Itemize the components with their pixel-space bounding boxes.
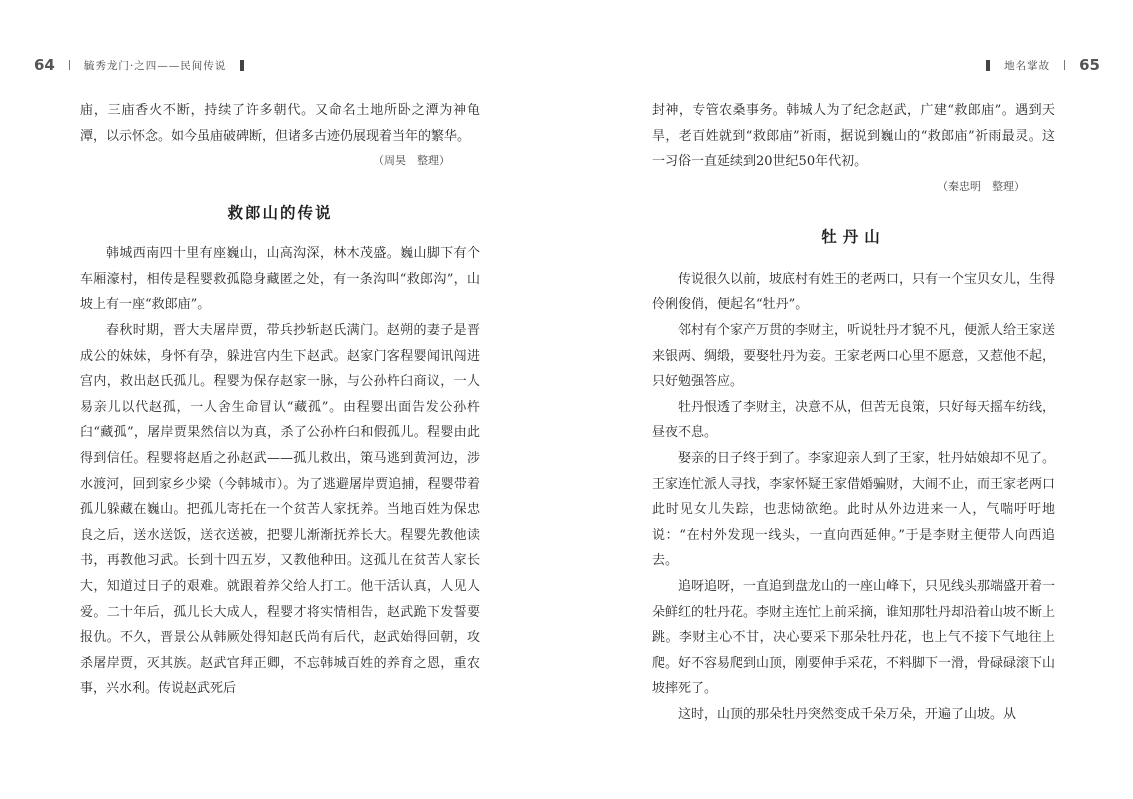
left-running-title: 毓秀龙门·之四——民间传说 — [83, 59, 227, 72]
left-paragraph: 韩城西南四十里有座巍山，山高沟深，林木茂盛。巍山脚下有个车厢濠村，相传是程婴救孤隐身藏匿之处，有一条沟叫“救郎沟”，山坡上有一座“救郎庙”。 — [80, 246, 480, 313]
right-paragraph: 传说很久以前，坡底村有姓王的老两口，只有一个宝贝女儿，生得伶俐俊俏，便起名“牡丹”。 — [652, 271, 1056, 313]
left-article-title: 救郎山的传说 — [227, 203, 333, 223]
right-paragraph: 这时，山顶的那朵牡丹突然变成千朵万朵，开遍了山坡。从 — [678, 706, 1017, 722]
right-intro-paragraph: 封神，专管农桑事务。韩城人为了纪念赵武，广建“救郎庙”。遇到天旱，老百姓就到“救郎庙”祈雨，据说到巍山的“救郎庙”祈雨最灵。这一习俗一直延续到20世纪50年代初。 — [652, 103, 1055, 170]
right-paragraph: 邻村有个家产万贯的李财主，听说牡丹才貌不凡，便派人给王家送来银两、绸缎，要娶牡丹为妾。王家老两口心里不愿意，又惹他不起，只好勉强答应。 — [652, 322, 1056, 390]
left-intro-credit: （周昊 整理） — [373, 154, 450, 168]
header-divider — [1064, 60, 1065, 70]
right-paragraph: 牡丹恨透了李财主，决意不从，但苦无良策，只好每天摇车纺线，昼夜不息。 — [652, 399, 1056, 441]
left-page — [0, 0, 566, 799]
right-intro-credit: （秦忠明 整理） — [937, 179, 1025, 193]
header-marker-block — [986, 60, 990, 71]
right-page-number: 65 — [1079, 56, 1100, 74]
right-page — [566, 0, 1133, 799]
right-running-header — [986, 52, 1100, 78]
right-paragraph: 娶亲的日子终于到了。李家迎亲人到了王家，牡丹姑娘却不见了。王家连忙派人寻找，李家怀疑王家借婚骗财，大闹不止，而王家老两口此时见女儿失踪，也悲恸欲绝。此时从外边进来一人，气喘吁吁地说：“在村外发现一线头，一直向西延伸。”于是李财主便带人向西追去。 — [652, 450, 1056, 569]
right-text-column — [652, 98, 1055, 727]
right-paragraph: 追呀追呀，一直追到盘龙山的一座山峰下，只见线头那端盛开着一朵鲜红的牡丹花。李财主连忙上前采摘，谁知那牡丹却沿着山坡不断上跳。李财主心不甘，决心要采下那朵牡丹花，也上气不接下气地往上爬。好不容易爬到山顶，刚要伸手采花，不料脚下一滑，骨碌碌滚下山坡摔死了。 — [652, 578, 1056, 697]
left-running-header — [34, 52, 244, 78]
right-running-title: 地名掌故 — [1004, 59, 1051, 72]
header-marker-block — [240, 60, 244, 71]
left-paragraph: 春秋时期，晋大夫屠岸贾，带兵抄斩赵氏满门。赵朔的妻子是晋成公的妹妹，身怀有孕，躲进宫内生下赵武。赵家门客程婴闻讯闯进宫内，救出赵氏孤儿。程婴为保存赵家一脉，与公孙杵臼商议，一人易亲儿以代赵孤，一人舍生命冒认“藏孤”。由程婴出面告发公孙杵臼“藏孤”，屠岸贾果然信以为真，杀了公孙杵臼和假孤儿。程婴由此得到信任。程婴将赵盾之孙赵武——孤儿救出，策马逃到黄河边，涉水渡河，回到家乡少梁（今韩城市）。为了逃避屠岸贾追捕，程婴带着孤儿躲藏在巍山。把孤儿寄托在一个贫苦人家抚养。当地百姓为保忠良之后，送水送饭，送衣送被，把婴儿渐渐抚养长大。程婴先教他读书，再教他习武。长到十四五岁，又教他种田。这孤儿在贫苦人家长大，知道过日子的艰难。就跟着养父给人打工。他干活认真，人见人爱。二十年后，孤儿长大成人，程婴才将实情相告，赵武跪下发誓要报仇。不久，晋景公从韩厥处得知赵氏尚有后代，赵武始得回朝，攻杀屠岸贾，灭其族。赵武官拜正卿，不忘韩城百姓的养育之恩，重农事，兴水利。传说赵武死后 — [80, 322, 480, 697]
left-intro-paragraph: 庙，三庙香火不断，持续了许多朝代。又命名土地所卧之潭为神龟潭，以示怀念。如今虽庙破碑断，但诸多古迹仍展现着当年的繁华。 — [80, 103, 480, 144]
right-article-title: 牡丹山 — [821, 226, 886, 246]
left-page-number: 64 — [34, 56, 55, 74]
left-text-column — [80, 98, 480, 702]
header-divider — [69, 60, 70, 70]
